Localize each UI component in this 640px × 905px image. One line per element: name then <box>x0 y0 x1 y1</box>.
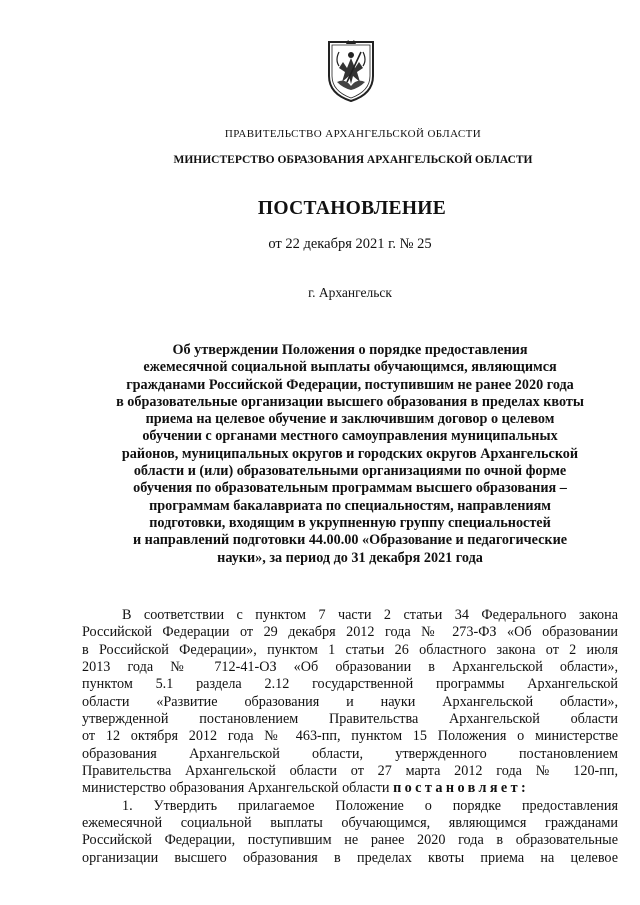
subject-line: приема на целевое обучение и заключившим договор о целевом <box>145 411 555 428</box>
body-line: области «Развитие образования и науки Архангельской области», <box>82 693 618 710</box>
body-line: министерство образования Архангельской области <box>82 780 390 797</box>
government-name: ПРАВИТЕЛЬСТВО АРХАНГЕЛЬСКОЙ ОБЛАСТИ <box>224 128 482 140</box>
body-line: Российской Федерации от 29 декабря 2012 года № 273-ФЗ «Об образовании <box>82 624 618 641</box>
body-line: от 12 октября 2012 года № 463-пп, пунктом 15 Положения о министерстве <box>82 728 618 745</box>
body-line: 1. Утвердить прилагаемое Положение о порядке предоставления <box>122 797 618 814</box>
subject-line: и направлений подготовки 44.00.00 «Образование и педагогические <box>132 532 568 549</box>
subject-line: районов, муниципальных округов и городских округов Архангельской <box>121 445 579 462</box>
body-line: образования Архангельской области, утвержденного постановлением <box>82 745 618 762</box>
subject-line: области и (или) образовательными организациями по очной форме <box>133 463 567 480</box>
subject-line: обучения по образовательным программам высшего образования – <box>133 480 567 497</box>
subject-line: обучении с органами местного самоуправления муниципальных <box>142 428 558 445</box>
document-subject <box>70 342 630 567</box>
coat-of-arms-icon <box>325 38 377 104</box>
subject-line: подготовки, входящим в укрупненную группу специальностей <box>149 514 551 531</box>
ministry-name: МИНИСТЕРСТВО ОБРАЗОВАНИЯ АРХАНГЕЛЬСКОЙ ОБЛАСТИ <box>173 154 533 166</box>
body-line: Российской Федерации, поступившим не ранее 2020 года в образовательные <box>82 832 618 849</box>
document-body <box>82 607 618 867</box>
body-line: ежемесячной социальной выплаты обучающимся, являющимся гражданами <box>82 815 618 832</box>
document-type: ПОСТАНОВЛЕНИЕ <box>257 198 447 219</box>
subject-line: науки», за период до 31 декабря 2021 года <box>217 549 483 566</box>
subject-line: программам бакалавриата по специальностям, направлениям <box>149 497 551 514</box>
body-line: пунктом 5.1 раздела 2.12 государственной программы Архангельской <box>82 676 618 693</box>
subject-line: Об утверждении Положения о порядке предоставления <box>172 342 528 358</box>
subject-line: в образовательные организации высшего образования в пределах квоты <box>116 393 584 410</box>
subject-line: гражданами Российской Федерации, поступившим не ранее 2020 года <box>126 376 574 393</box>
body-line: организации высшего образования в пределах квоты приема на целевое <box>82 849 618 866</box>
subject-line: ежемесячной социальной выплаты обучающимся, являющимся <box>143 359 557 376</box>
body-line-resolves <box>82 780 618 797</box>
body-line: в Российской Федерации», пунктом 1 статьи 26 областного закона от 2 июля <box>82 641 618 658</box>
resolves-word: постановляет: <box>393 780 530 797</box>
body-line: утвержденной постановлением Правительства Архангельской области <box>82 711 618 728</box>
body-line: 2013 года № 712-41-ОЗ «Об образовании в Архангельской области», <box>82 659 618 676</box>
document-date-number: от 22 декабря 2021 г. № 25 <box>268 236 432 252</box>
document-city: г. Архангельск <box>308 285 392 300</box>
body-line: В соответствии с пунктом 7 части 2 статьи 34 Федерального закона <box>122 607 618 623</box>
body-line: Правительства Архангельской области от 27 марта 2012 года № 120-пп, <box>82 763 618 780</box>
